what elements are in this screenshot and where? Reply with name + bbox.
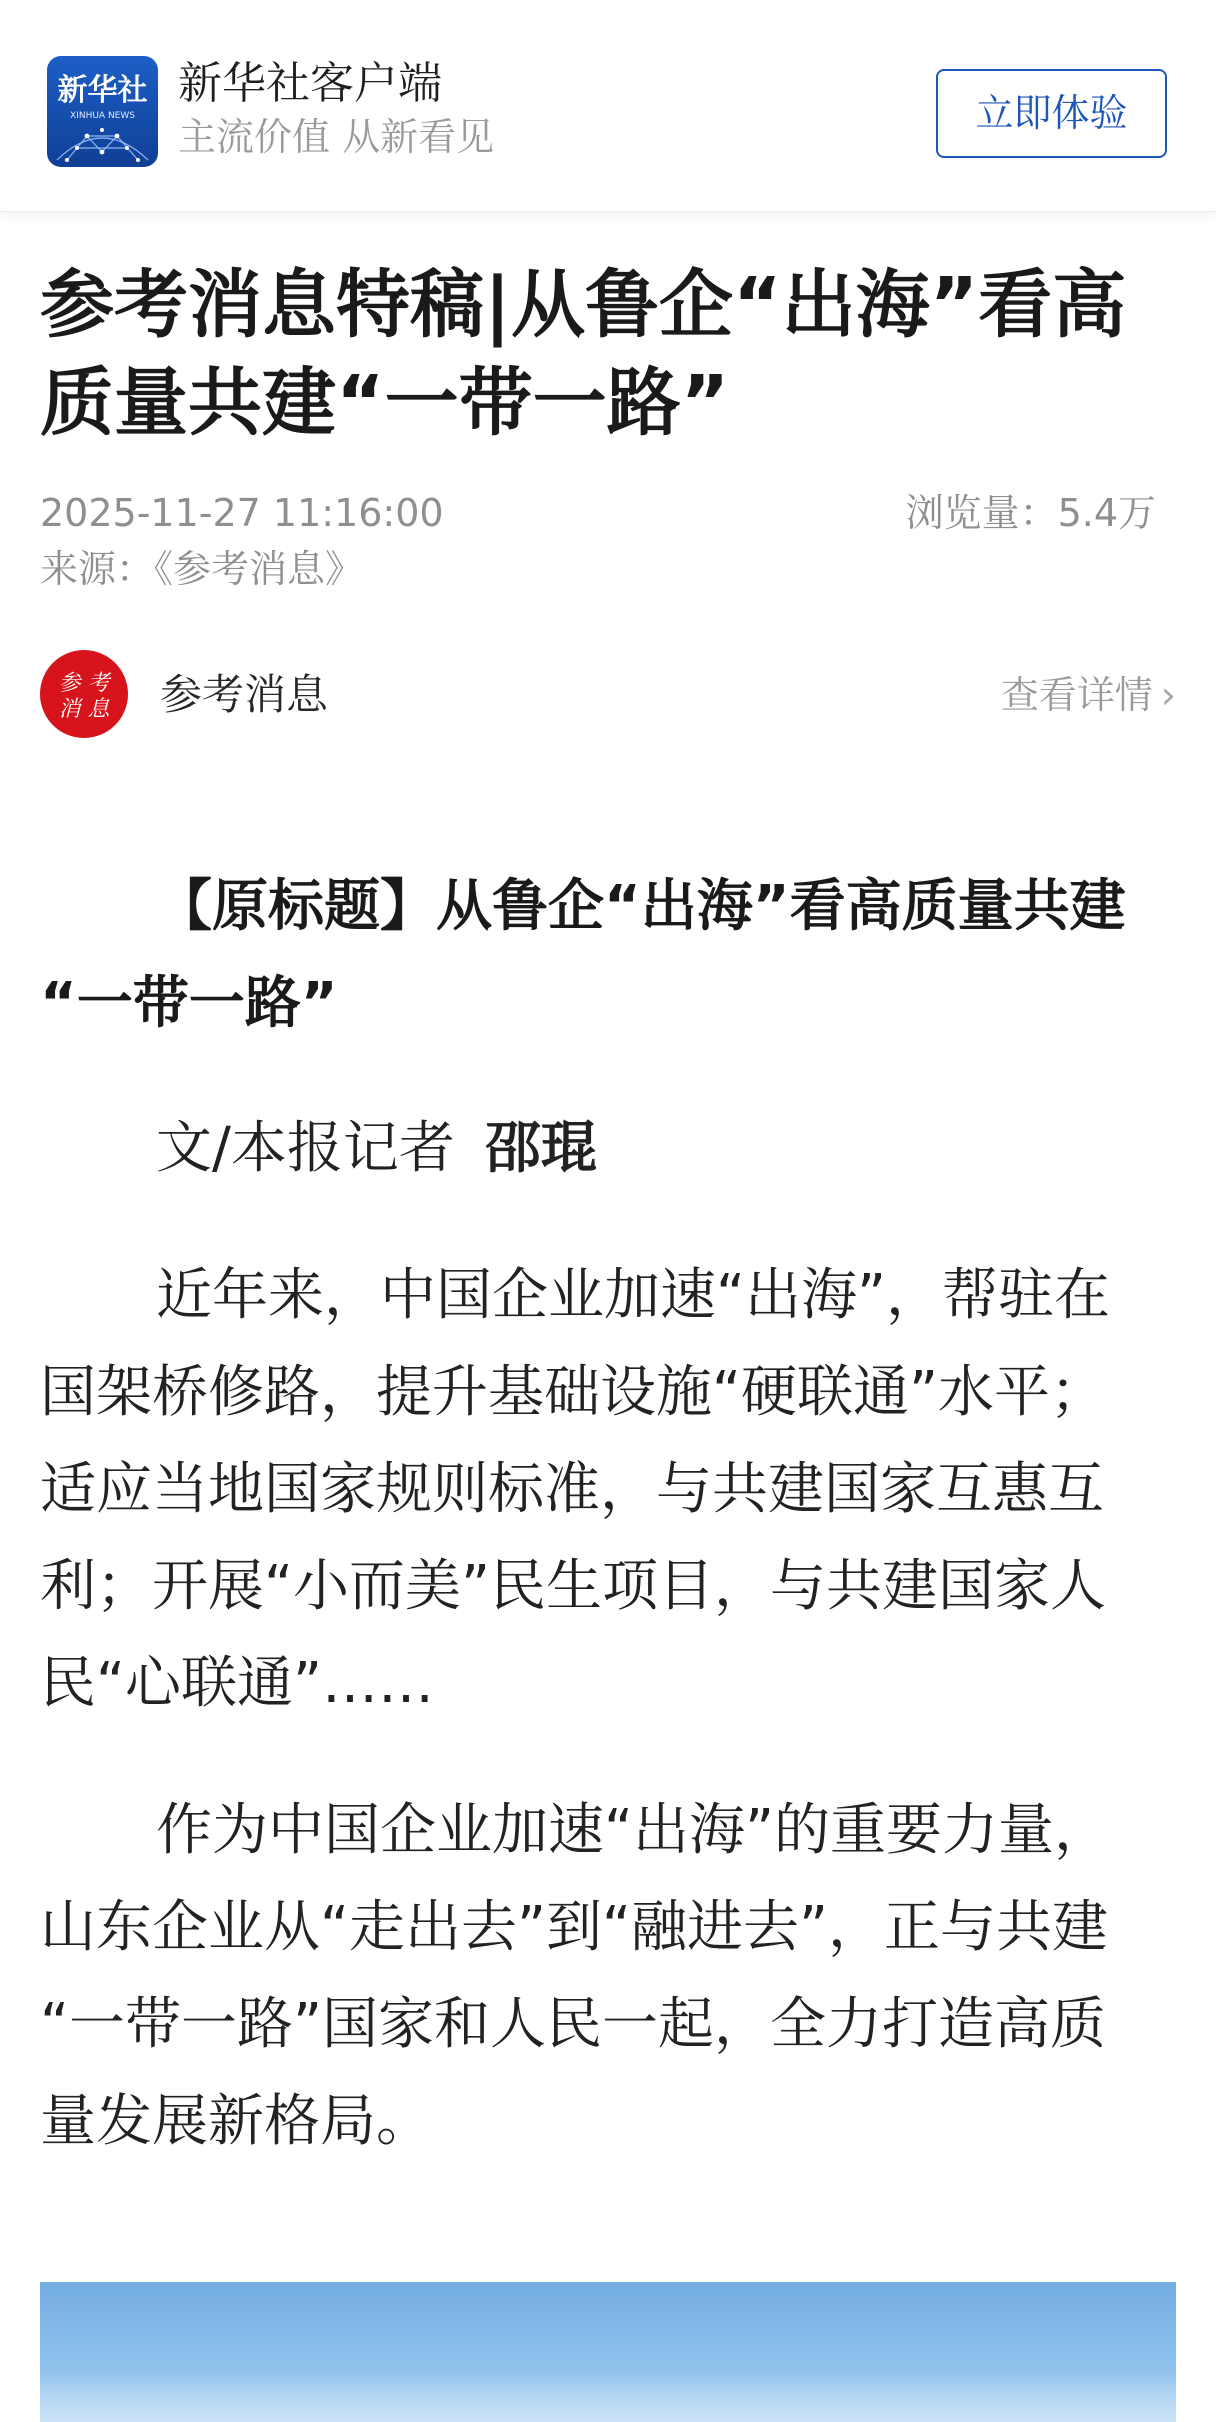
paragraph [40, 1247, 1176, 1732]
text-line: 民“心联通”…… [40, 1651, 435, 1716]
source-name[interactable]: 参考消息 [160, 670, 329, 719]
chevron-right-icon: › [1160, 673, 1176, 717]
text-line: “一带一路” [40, 971, 338, 1036]
article-title-line: 质量共建“一带一路” [40, 360, 730, 446]
article-title [40, 256, 1180, 452]
text-line: 【原标题】从鲁企“出海”看高质量共建 [156, 874, 1126, 939]
text-line: 近年来，中国企业加速“出海”，帮驻在 [156, 1263, 1111, 1328]
reporter-name: 邵琨 [484, 1116, 597, 1181]
original-title-paragraph [40, 858, 1176, 1052]
article-body [40, 858, 1176, 2170]
text-line: 利；开展“小而美”民生项目，与共建国家人 [40, 1554, 1107, 1619]
try-now-button[interactable]: 立即体验 [936, 69, 1167, 158]
paragraph [40, 1782, 1176, 2170]
app-download-banner [0, 0, 1216, 212]
byline-prefix: 文/本报记者 [156, 1116, 455, 1181]
text-line: 量发展新格局。 [40, 2089, 432, 2154]
view-details-link[interactable] [1001, 672, 1176, 718]
cankao-xiaoxi-logo-icon[interactable] [40, 650, 128, 738]
publish-datetime: 2025-11-27 11:16:00 [40, 491, 444, 535]
text-line: “一带一路”国家和人民一起，全力打造高质 [40, 1992, 1107, 2057]
byline-line [40, 1100, 1176, 1197]
byline [40, 1100, 1176, 1197]
app-name: 新华社客户端 [178, 58, 442, 109]
text-line: 适应当地国家规则标准，与共建国家互惠互 [40, 1457, 1104, 1522]
view-count: 浏览量：5.4万 [905, 491, 1156, 535]
source-account-row[interactable] [0, 640, 1216, 750]
article-source-line: 来源：《参考消息》 [40, 547, 364, 591]
text-line: 山东企业从“走出去”到“融进去”，正与共建 [40, 1895, 1109, 1960]
source-logo-text: 参 考 [58, 671, 110, 696]
text-line: 国架桥修路，提升基础设施“硬联通”水平； [40, 1360, 1107, 1425]
logo-text: 新华社 [57, 73, 148, 108]
logo-subtext: XINHUA NEWS [70, 111, 135, 121]
article-title-line: 参考消息特稿|从鲁企“出海”看高 [40, 262, 1127, 348]
source-logo-text: 消 息 [58, 697, 110, 722]
photo-haze [40, 2372, 1176, 2422]
text-line: 作为中国企业加速“出海”的重要力量， [156, 1798, 1111, 1863]
view-details-label: 查看详情 [1000, 673, 1153, 717]
app-slogan: 主流价值 从新看见 [178, 115, 495, 159]
xinhua-logo-icon[interactable] [47, 56, 158, 167]
article-photo[interactable] [40, 2282, 1176, 2422]
